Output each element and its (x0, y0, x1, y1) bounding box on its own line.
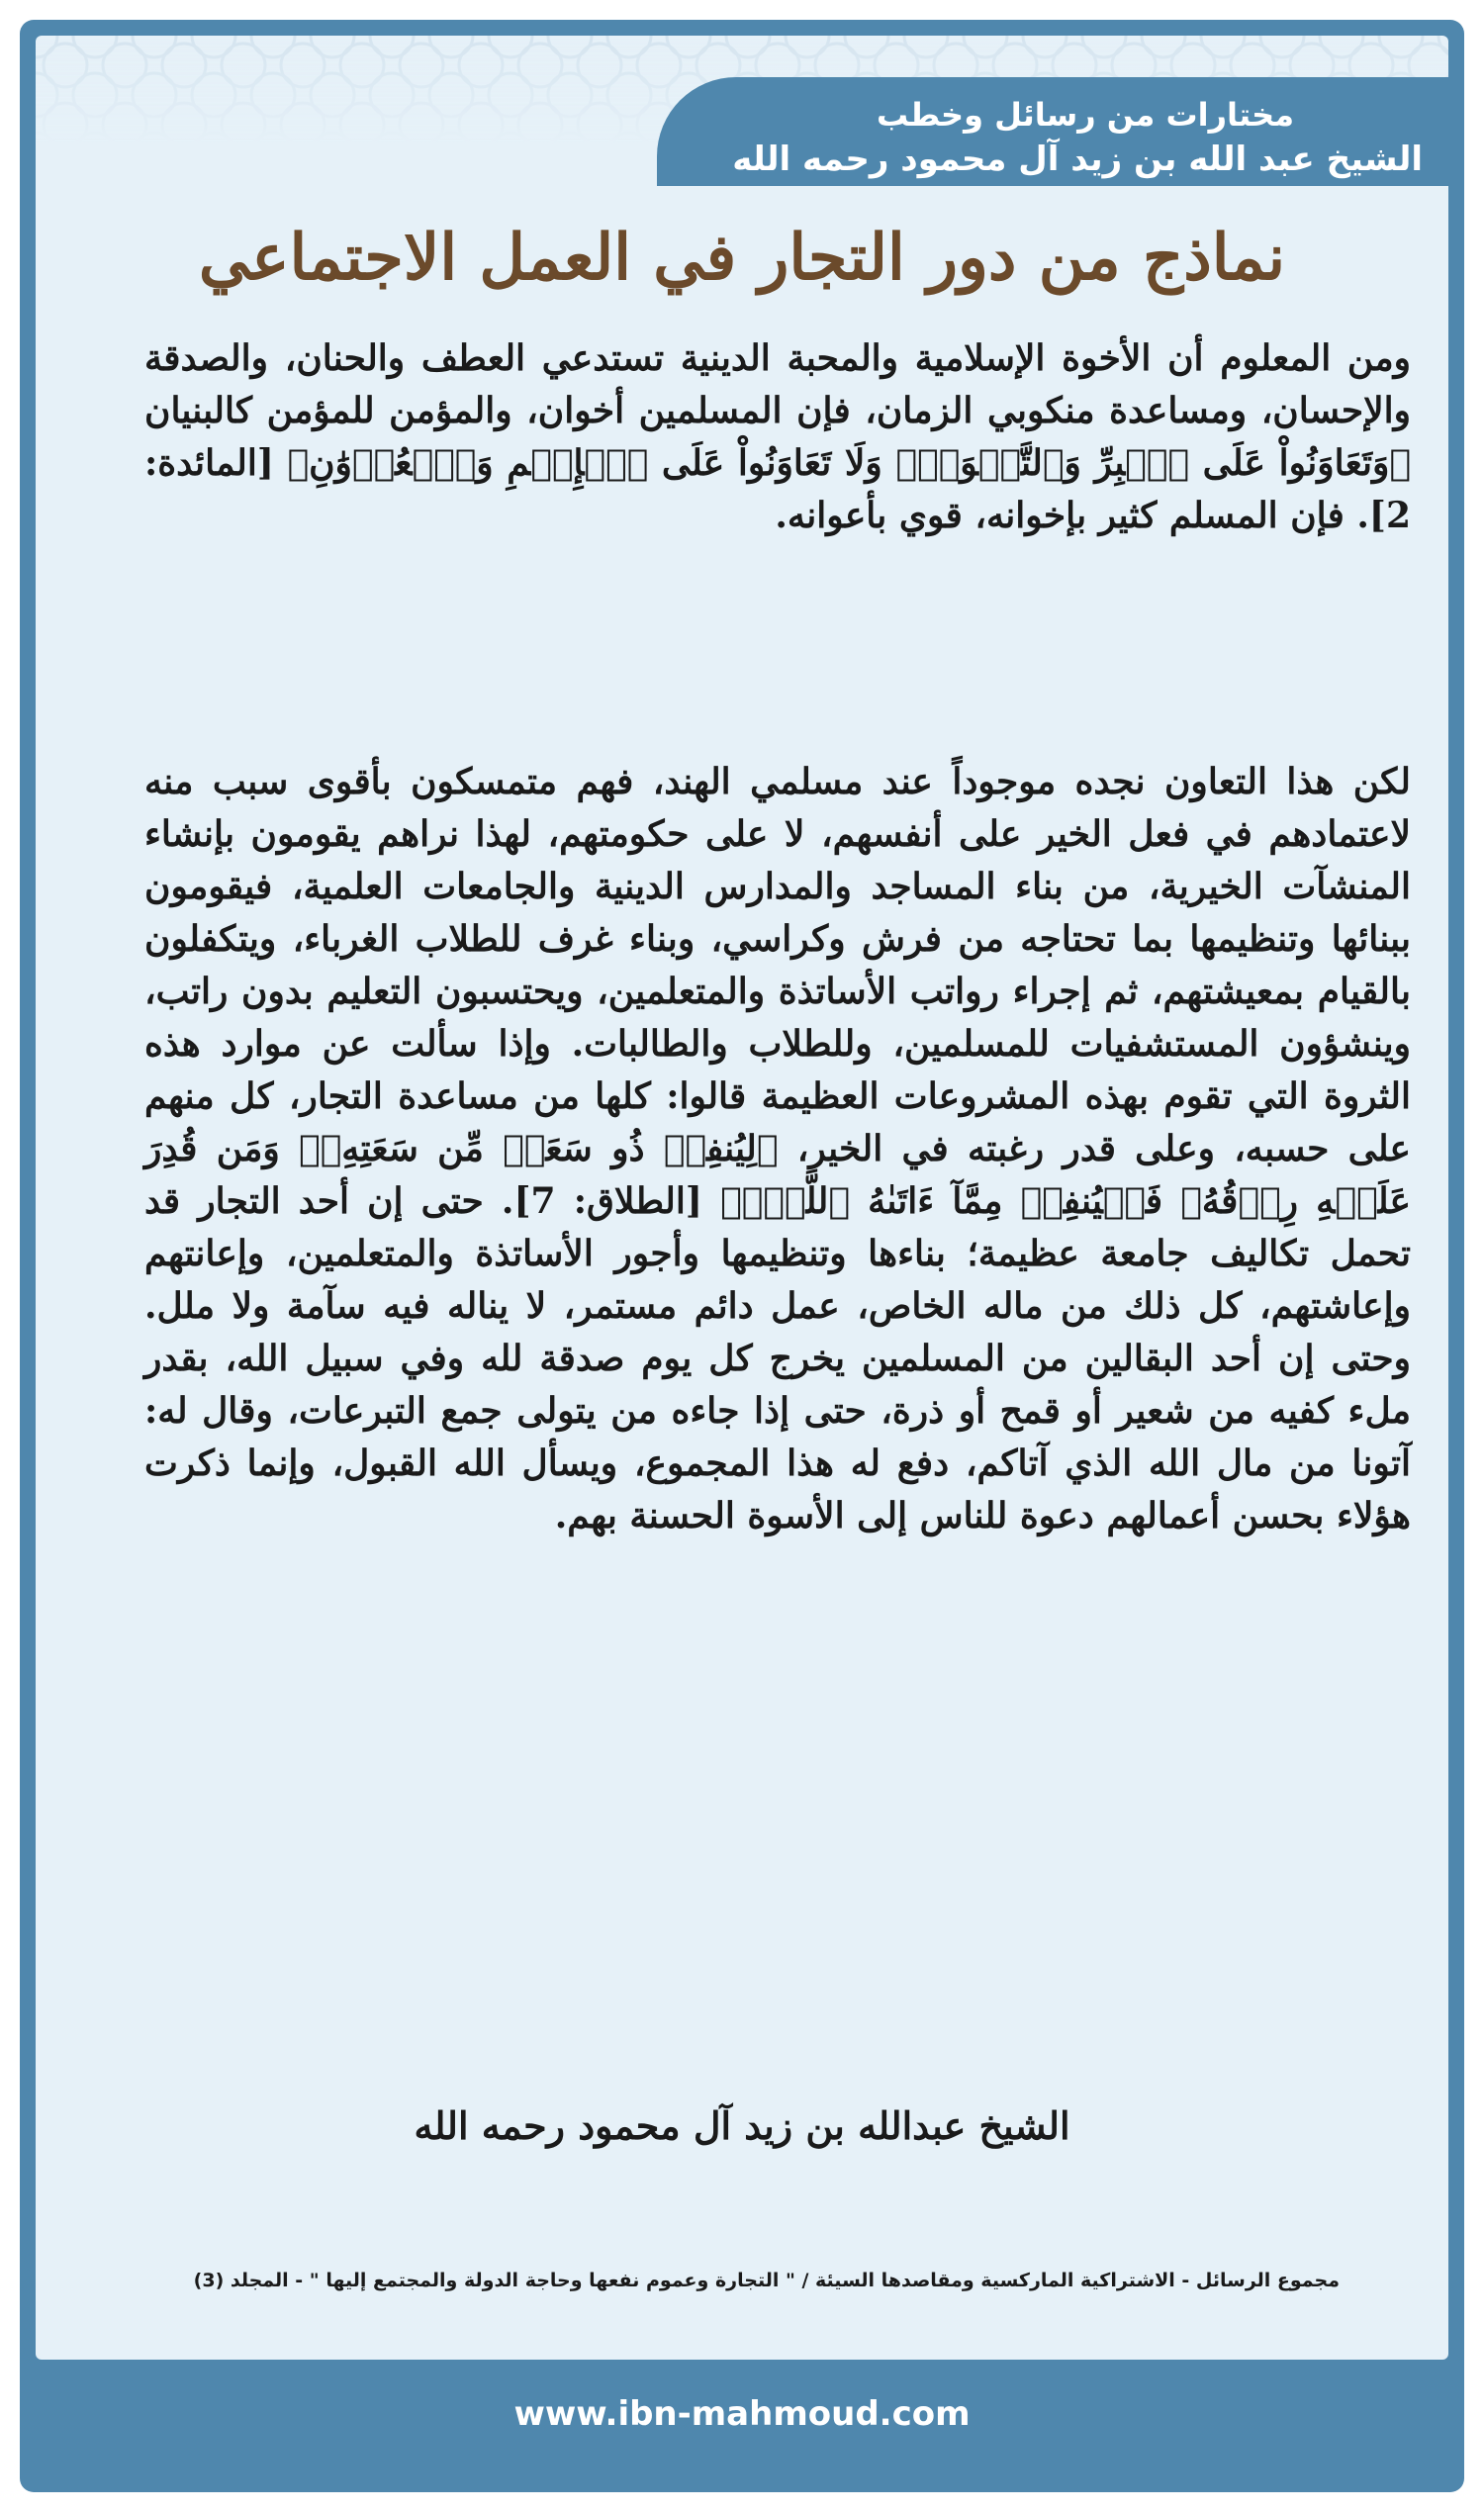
header-author: الشيخ عبد الله بن زيد آل محمود رحمه الله (732, 140, 1423, 179)
author-signature: الشيخ عبدالله بن زيد آل محمود رحمه الله (414, 2103, 1070, 2148)
paragraph-1: ومن المعلوم أن الأخوة الإسلامية والمحبة الدينية تستدعي العطف والحنان، والصدقة والإحسان، ومساعدة منكوبي الزمان، فإن المسلمين أخوان، والمؤمن للمؤمن كالبنيان ﴿وَتَعَاوَنُواْ عَلَى ٱلۡبِرِّ وَٱلتَّقۡوَىٰۖ وَلَا تَعَاوَنُواْ عَلَى ٱلۡإِثۡمِ وَٱلۡعُدۡوَٰنِ﴾ [المائدة: 2]. فإن المسلم كثير بإخوانه، قوي بأعوانه. (144, 337, 1412, 536)
header-banner (657, 77, 1448, 186)
page-title: نماذج من دور التجار في العمل الاجتماعي (198, 221, 1286, 295)
content-panel (36, 36, 1448, 2360)
website-link[interactable]: www.ibn-mahmoud.com (513, 2394, 971, 2434)
paragraph-2: لكن هذا التعاون نجده موجوداً عند مسلمي الهند، فهم متمسكون بأقوى سبب منه لاعتمادهم في فعل الخير على أنفسهم، لا على حكومتهم، لهذا نراهم يقومون بإنشاء المنشآت الخيرية، من بناء المساجد والمدارس الدينية والجامعات العلمية، فيقومون ببنائها وتنظيمها بما تحتاجه من فرش وكراسي، وبناء غرف للطلاب الغرباء، ويتكفلون بالقيام بمعيشتهم، ثم إجراء رواتب الأساتذة والمتعلمين، ويحتسبون التعليم بدون راتب، وينشؤون المستشفيات للمسلمين، وللطلاب والطالبات. وإذا سألت عن موارد هذه الثروة التي تقوم بهذه المشروعات العظيمة قالوا: كلها من مساعدة التجار، كل منهم على حسبه، وعلى قدر رغبته في الخير، ﴿لِيُنفِقۡ ذُو سَعَةٖ مِّن سَعَتِهِۦۖ وَمَن قُدِرَ عَلَيۡهِ رِزۡقُهُۥ فَلۡيُنفِقۡ مِمَّآ ءَاتَىٰهُ ٱللَّهُۚ﴾ [الطلاق: 7]. حتى إن أحد التجار قد تحمل تكاليف جامعة عظيمة؛ بناءها وتنظيمها وأجور الأساتذة والمتعلمين، وإعانتهم وإعاشتهم، كل ذلك من ماله الخاص، عمل دائم مستمر، لا يناله فيه سآمة ولا ملل. وحتى إن أحد البقالين من المسلمين يخرج كل يوم صدقة لله وفي سبيل الله، بقدر ملء كفيه من شعير أو قمح أو ذرة، حتى إذا جاءه من يتولى جمع التبرعات، وقال له: آتونا من مال الله الذي آتاكم، دفع له هذا المجموع، ويسأل الله القبول، وإنما ذكرت هؤلاء بحسن أعمالهم دعوة للناس إلى الأسوة الحسنة بهم. (144, 761, 1412, 1536)
source-citation: مجموع الرسائل - الاشتراكية الماركسية ومقاصدها السيئة / " التجارة وعموم نفعها وحاجة الدولة والمجتمع إليها " - المجلد (3) (193, 2270, 1340, 2291)
header-series-title: مختارات من رسائل وخطب (876, 96, 1294, 134)
